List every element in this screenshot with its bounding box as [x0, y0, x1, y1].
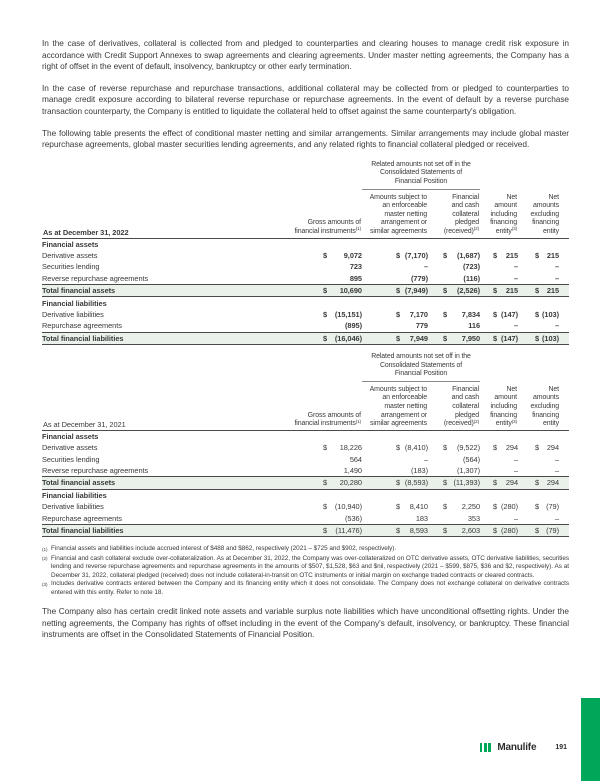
cell-value: $ 10,690	[272, 285, 362, 297]
cell-value: $ 7,949	[362, 332, 428, 344]
body-paragraph: In the case of derivatives, collateral is collected from and pledged to counterparties and clearing houses to manage credit risk exposure in accordance with Credit Support Annexes to swap agreements and clearing agreements. Under master netting agreements, the Company has a right of offset in the event of default, insolvency, bankruptcy or other early termination.	[42, 38, 569, 72]
cell-value: –	[513, 321, 519, 331]
cell-value: 116	[468, 321, 481, 331]
cell-value: $ 2,250	[443, 502, 481, 512]
manulife-logo-icon	[480, 743, 493, 752]
cell-value: $ (8,410)	[396, 443, 428, 453]
cell-value: (536)	[344, 513, 362, 523]
footnote-marker: (2)	[42, 556, 48, 562]
page-footer	[480, 742, 567, 753]
cell-value: 1,490	[343, 466, 362, 476]
cell-value: –	[513, 513, 519, 523]
cell-value: $ (1,687)	[443, 250, 481, 260]
cell-value: $ 18,226	[323, 443, 362, 453]
table-date-label: As at December 31, 2021	[42, 382, 272, 430]
netting-table-2021	[42, 353, 569, 537]
cell-value: –	[554, 273, 560, 283]
cell-value: $ 20,280	[272, 477, 362, 489]
cell-value: –	[423, 262, 428, 272]
cell-value: $ 8,410	[396, 502, 428, 512]
row-label: Securities lending	[42, 262, 100, 272]
cell-value: $ (15,151)	[323, 309, 362, 319]
row-label: Total financial liabilities	[42, 332, 272, 344]
cell-value: 564	[349, 454, 362, 464]
footnote	[42, 555, 569, 580]
section-header: Financial assets	[42, 431, 99, 441]
table-row	[42, 442, 569, 453]
related-amounts-header: Related amounts not set off in the Consolidated Statements of Financial Position	[362, 161, 480, 190]
financial-netting-table	[42, 161, 569, 345]
cell-value: $ (7,949)	[362, 285, 428, 297]
cell-value: –	[423, 454, 428, 464]
cell-value: (723)	[463, 262, 481, 272]
cell-value: –	[554, 454, 560, 464]
footnote-text: Includes derivative contracts entered between the Company and its financing entity which it does not consolidate. The Company does not exchange collateral on derivative contracts entered with this entity. Refer to note 18.	[51, 580, 569, 596]
cell-value: (183)	[410, 466, 428, 476]
cell-value: $ (103)	[518, 332, 569, 344]
cell-value: $ (280)	[493, 502, 519, 512]
related-amounts-header: Related amounts not set off in the Consolidated Statements of Financial Position	[362, 353, 480, 382]
cell-value: $ (79)	[518, 524, 569, 536]
column-header: Gross amounts of financial instruments$^{(1)}$	[272, 382, 362, 430]
table-row	[42, 250, 569, 261]
row-label: Total financial liabilities	[42, 524, 272, 536]
row-label: Repurchase agreements	[42, 513, 122, 523]
cell-value: $ 9,072	[323, 250, 362, 260]
row-label: Derivative liabilities	[42, 502, 104, 512]
table-row	[42, 285, 569, 297]
cell-value: $ (10,940)	[323, 502, 362, 512]
section-header: Financial liabilities	[42, 298, 107, 308]
cell-value: $ 294	[518, 477, 569, 489]
footnote-marker: (3)	[42, 581, 48, 587]
cell-value: $ 294	[493, 443, 519, 453]
page-number: 191	[555, 744, 567, 751]
row-label: Reverse repurchase agreements	[42, 466, 149, 476]
cell-value: (895)	[344, 321, 362, 331]
cell-value: $ (9,522)	[443, 443, 481, 453]
table-row	[42, 332, 569, 344]
cell-value: $ (11,393)	[428, 477, 480, 489]
cell-value: (779)	[410, 273, 428, 283]
row-label: Derivative liabilities	[42, 309, 104, 319]
body-paragraph: The following table presents the effect of conditional master netting and similar arrangements. Similar arrangements may include global master repurchase agreements, global master securities lending agreements, and any related rights to financial collateral pledged or received.	[42, 127, 569, 150]
cell-value: –	[554, 321, 560, 331]
cell-value: $ (7,170)	[396, 250, 428, 260]
table-row	[42, 261, 569, 272]
table-row	[42, 477, 569, 489]
row-label: Repurchase agreements	[42, 321, 122, 331]
footnote	[42, 545, 569, 554]
row-label: Reverse repurchase agreements	[42, 273, 149, 283]
column-header: Amounts subject to an enforceable master netting arrangement or similar agreements	[362, 190, 428, 238]
row-label: Securities lending	[42, 454, 100, 464]
cell-value: $ (280)	[480, 524, 518, 536]
cell-value: $ 8,593	[362, 524, 428, 536]
page-content	[42, 38, 569, 651]
table-date-label: As at December 31, 2022	[42, 190, 272, 238]
green-corner-block	[581, 698, 600, 781]
cell-value: 353	[467, 513, 481, 523]
cell-value: 895	[349, 273, 362, 283]
cell-value: 183	[415, 513, 428, 523]
cell-value: –	[513, 273, 519, 283]
table-row	[42, 320, 569, 332]
body-paragraph: The Company also has certain credit linked note assets and variable surplus note liabilities which have unconditional offsetting rights. Under the netting agreements, the Company has rights of offset including in the event of the Company's default, insolvency, or bankruptcy. These financial instruments are offset in the Consolidated Statements of Financial Position.	[42, 606, 569, 640]
cell-value: $ (8,593)	[362, 477, 428, 489]
column-header: Net amount including financing entity$^{(3)}$	[480, 382, 518, 430]
cell-value: $ 2,603	[428, 524, 480, 536]
cell-value: –	[554, 262, 560, 272]
table-row	[42, 454, 569, 465]
cell-value: $ (147)	[493, 309, 519, 319]
cell-value: –	[513, 466, 519, 476]
column-header: Gross amounts of financial instruments$^{(1)}$	[272, 190, 362, 238]
cell-value: –	[513, 262, 519, 272]
cell-value: $ (147)	[480, 332, 518, 344]
table-row	[42, 309, 569, 320]
cell-value: $ 7,834	[443, 309, 481, 319]
cell-value: $ (79)	[535, 502, 560, 512]
table-row	[42, 513, 569, 525]
cell-value: $ 294	[535, 443, 560, 453]
column-header: Financial and cash collateral pledged (received)$^{(2)}$	[428, 190, 480, 238]
row-label: Total financial assets	[42, 477, 272, 489]
row-label: Derivative assets	[42, 250, 98, 260]
row-label: Total financial assets	[42, 285, 272, 297]
cell-value: $ (2,526)	[428, 285, 480, 297]
cell-value: $ 294	[480, 477, 518, 489]
netting-table-2022	[42, 161, 569, 345]
table-row	[42, 273, 569, 285]
section-header: Financial liabilities	[42, 490, 107, 500]
cell-value: $ 215	[518, 285, 569, 297]
footnote-text: Financial and cash collateral exclude over-collateralization. As at December 31, 2022, the Company was over-collateralized on OTC derivative assets, OTC derivative liabilities, securities lending and reverse repurchase agreements and repurchase agreements in the amounts of $507, $1,528, $63 and $nil, respectively (2021 – $599, $875, $36 and $2, respectively). As at December 31, 2022, collateral pledged (received) does not include collateral-in-transit on OTC instruments or initial margin on exchange traded contracts or cleared contracts.	[51, 554, 569, 579]
cell-value: $ (103)	[535, 309, 560, 319]
column-header: Net amount including financing entity$^{(3)}$	[480, 190, 518, 238]
cell-value: $ (16,046)	[272, 332, 362, 344]
cell-value: (564)	[463, 454, 481, 464]
cell-value: (1,307)	[456, 466, 481, 476]
column-header: Net amounts excluding financing entity	[518, 382, 569, 430]
cell-value: $ 215	[493, 250, 519, 260]
footnotes	[42, 545, 569, 597]
row-label: Derivative assets	[42, 443, 98, 453]
column-header: Net amounts excluding financing entity	[518, 190, 569, 238]
financial-netting-table	[42, 353, 569, 537]
table-row	[42, 465, 569, 477]
cell-value: $ 215	[480, 285, 518, 297]
footnote-text: Financial assets and liabilities include accrued interest of $488 and $862, respectively (2021 – $725 and $902, respectively).	[51, 545, 397, 553]
column-header: Financial and cash collateral pledged (received)$^{(2)}$	[428, 382, 480, 430]
cell-value: 723	[349, 262, 362, 272]
table-row	[42, 524, 569, 536]
cell-value: $ 215	[535, 250, 560, 260]
footnote	[42, 580, 569, 597]
cell-value: –	[513, 454, 519, 464]
brand-wordmark: Manulife	[497, 742, 537, 753]
footnote-marker: (1)	[42, 546, 48, 552]
cell-value: 779	[415, 321, 428, 331]
manulife-logo	[480, 742, 537, 753]
cell-value: –	[554, 513, 560, 523]
cell-value: $ 7,170	[396, 309, 428, 319]
cell-value: $ 7,950	[428, 332, 480, 344]
cell-value: $ (11,476)	[272, 524, 362, 536]
column-header: Amounts subject to an enforceable master netting arrangement or similar agreements	[362, 382, 428, 430]
table-row	[42, 501, 569, 512]
section-header: Financial assets	[42, 239, 99, 249]
cell-value: (116)	[463, 273, 481, 283]
body-paragraph: In the case of reverse repurchase and repurchase transactions, additional collateral may be collected from or pledged to counterparties to manage credit exposure according to bilateral reverse repurchase or repurchase agreements. In the event of default by a reverse purchase transaction counterparty, the Company is entitled to liquidate the collateral held to offset against the same counterparty's obligation.	[42, 82, 569, 116]
cell-value: –	[554, 466, 560, 476]
